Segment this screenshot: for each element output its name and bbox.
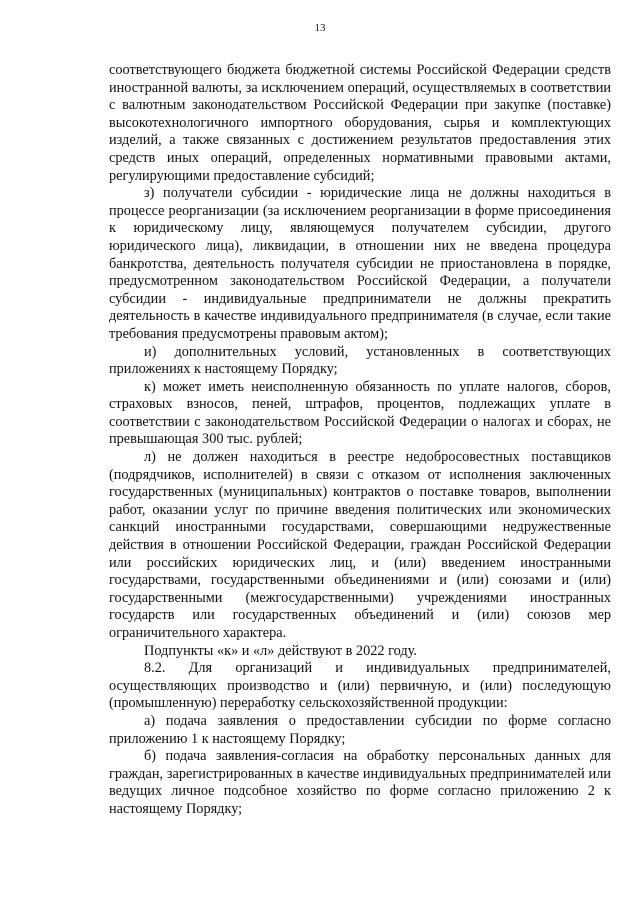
paragraph-subitem-l: л) не должен находиться в реестре недобросовестных поставщиков (подрядчиков, исполнителей) в связи с отказом от исполнения заключенных государственных (муниципальных) контрактов о поставке товаров, выполнении работ, оказании услуг по причине введения политических или экономических санкций иностранными государствами, совершающими недружественные действия в отношении Российской Федерации, граждан Российской Федерации или российских юридических лиц, и (или) введением иностранными государствами, государственными объединениями и (или) союзами и (или) государственными (межгосударственными) учреждениями иностранных государств или государственных объединений и (или) союзов мер ограничительного характера. <box>109 449 611 641</box>
paragraph-subitem-k: к) может иметь неисполненную обязанность по уплате налогов, сборов, страховых взносов, пеней, штрафов, процентов, подлежащих уплате в соответствии с законодательством Российской Федерации о налогах и сборах, не превышающая 300 тыс. рублей; <box>109 378 611 448</box>
document-body <box>109 62 611 819</box>
paragraph-subitem-i: и) дополнительных условий, установленных в соответствующих приложениях к настоящему Порядку; <box>109 343 611 378</box>
page-number: 13 <box>314 22 326 34</box>
paragraph-budget-currency: соответствующего бюджета бюджетной системы Российской Федерации средств иностранной валюты, за исключением операций, осуществляемых в соответствии с валютным законодательством Российской Федерации при закупке (поставке) высокотехнологичного импортного оборудования, сырья и комплектующих изделий, а также связанных с достижением результатов предоставления этих средств иных операций, определенных нормативными правовыми актами, регулирующими предоставление субсидий; <box>109 62 611 184</box>
paragraph-subitem-z: з) получатели субсидии - юридические лица не должны находиться в процессе реорганизации (за исключением реорганизации в форме присоединения к юридическому лицу, являющемуся получателем субсидии, другого юридического лица), ликвидации, в отношении них не введена процедура банкротства, деятельность получателя субсидии не приостановлена в порядке, предусмотренном законодательством Российской Федерации, а получатели субсидии - индивидуальные предприниматели не должны прекратить деятельность в качестве индивидуального предпринимателя (в случае, если такие требования предусмотрены правовым актом); <box>109 185 611 342</box>
paragraph-section-8-2: 8.2. Для организаций и индивидуальных предпринимателей, осуществляющих производство и (или) первичную, и (или) последующую (промышленную) переработку сельскохозяйственной продукции: <box>109 660 611 712</box>
paragraph-subitem-a: а) подача заявления о предоставлении субсидии по форме согласно приложению 1 к настоящему Порядку; <box>109 712 611 747</box>
paragraph-validity-note: Подпункты «к» и «л» действуют в 2022 году. <box>144 642 417 659</box>
paragraph-subitem-b: б) подача заявления-согласия на обработку персональных данных для граждан, зарегистрированных в качестве индивидуальных предпринимателей или ведущих личное подсобное хозяйство по форме согласно приложению 2 к настоящему Порядку; <box>109 748 611 817</box>
